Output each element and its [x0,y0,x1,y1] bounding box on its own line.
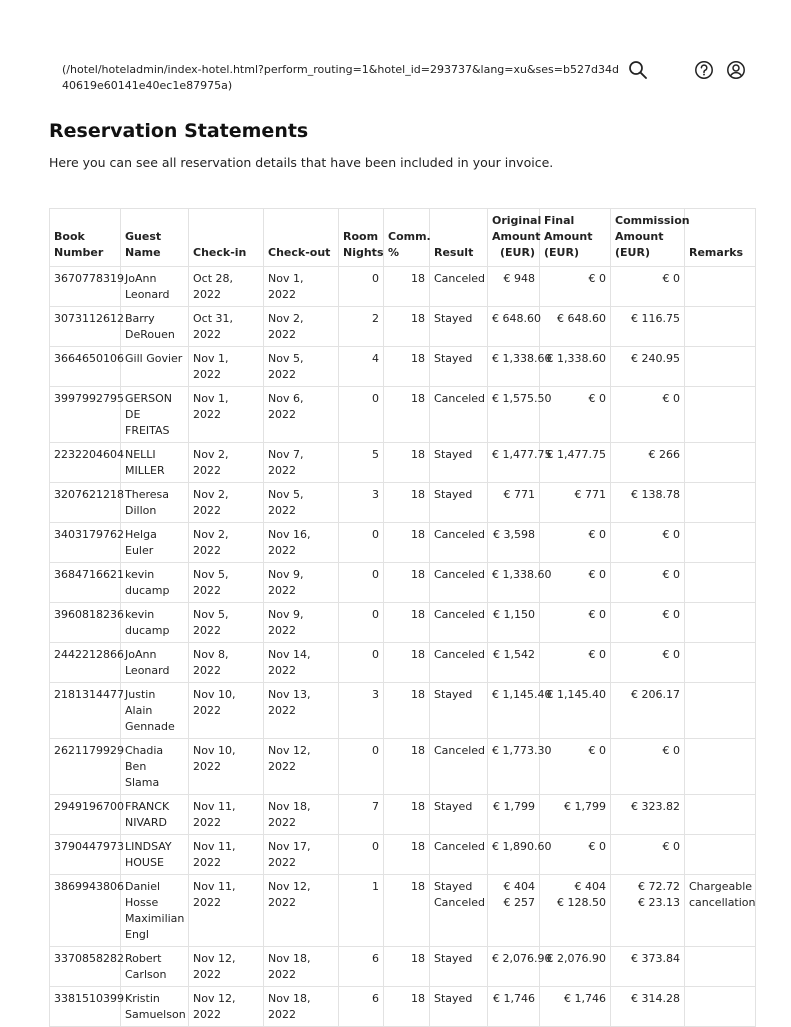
cell-comm: 18 [384,347,430,387]
cell-comm: 18 [384,835,430,875]
cell-check-out: Nov 5, 2022 [264,347,339,387]
cell-guest-name: Chadia Ben Slama [121,739,189,795]
cell-check-out: Nov 18, 2022 [264,987,339,1027]
table-row [50,563,756,603]
cell-result-line: Stayed [434,800,473,813]
cell-final-amount-line: € 0 [588,744,606,757]
cell-guest-name: Robert Carlson [121,947,189,987]
cell-result-line: Stayed [434,352,473,365]
cell-commission-amount-line: € 0 [662,840,680,853]
cell-final-amount-line: € 1,477.75 [546,448,606,461]
cell-final-amount-line: € 404 [574,880,606,893]
cell-final-amount-line: € 1,799 [564,800,606,813]
cell-final-amount [540,683,611,739]
cell-remarks [685,603,756,643]
cell-book-number: 2232204604 [50,443,121,483]
cell-final-amount [540,947,611,987]
cell-final-amount-line: € 2,076.90 [546,952,606,965]
cell-book-number: 3790447973 [50,835,121,875]
cell-final-amount-line: € 648.60 [557,312,606,325]
cell-guest-name: NELLI MILLER [121,443,189,483]
cell-check-out: Nov 5, 2022 [264,483,339,523]
cell-commission-amount-line: € 0 [662,744,680,757]
cell-final-amount-line: € 1,145.40 [546,688,606,701]
header-book-number: Book Number [50,209,121,267]
cell-original-amount-line: € 1,746 [493,992,535,1005]
cell-original-amount [488,307,540,347]
header-commission-amount: Commission Amount (EUR) [611,209,685,267]
cell-original-amount [488,947,552,987]
cell-result [430,987,488,1027]
cell-check-out: Nov 6, 2022 [264,387,339,443]
cell-original-amount [488,795,540,835]
cell-book-number: 3960818236 [50,603,121,643]
cell-comm: 18 [384,739,430,795]
cell-commission-amount [611,947,685,987]
cell-check-out: Nov 1, 2022 [264,267,339,307]
cell-check-in: Nov 11, 2022 [189,835,264,875]
cell-book-number: 3664650106 [50,347,121,387]
cell-book-number: 2621179929 [50,739,121,795]
cell-room-nights: 4 [339,347,384,387]
header-check-out: Check-out [264,209,339,267]
cell-original-amount [488,875,540,947]
cell-final-amount [540,875,611,947]
cell-result [430,795,488,835]
cell-final-amount-line: € 0 [588,392,606,405]
cell-remarks [685,739,756,795]
account-icon[interactable] [726,60,746,80]
table-row [50,739,756,795]
cell-room-nights: 6 [339,987,384,1027]
cell-result-line: Stayed [434,488,473,501]
cell-check-out: Nov 12, 2022 [264,739,339,795]
cell-room-nights: 6 [339,947,384,987]
cell-commission-amount [611,563,685,603]
cell-result-line: Stayed [434,312,473,325]
cell-commission-amount [611,835,685,875]
cell-check-in: Nov 12, 2022 [189,947,264,987]
cell-book-number: 3207621218 [50,483,121,523]
cell-check-in: Nov 1, 2022 [189,387,264,443]
cell-check-in: Nov 2, 2022 [189,523,264,563]
cell-original-amount-line: € 1,773.30 [492,744,552,757]
cell-remarks [685,267,756,307]
cell-comm: 18 [384,523,430,563]
table-row [50,795,756,835]
cell-original-amount [488,603,540,643]
cell-original-amount-line: € 3,598 [493,528,535,541]
cell-remarks [685,443,756,483]
table-row [50,523,756,563]
cell-check-out: Nov 18, 2022 [264,795,339,835]
cell-guest-name: Daniel Hosse Maximilian Engl [121,875,189,947]
cell-commission-amount-line: € 373.84 [631,952,680,965]
cell-comm: 18 [384,267,430,307]
cell-check-out: Nov 7, 2022 [264,443,339,483]
cell-original-amount [488,563,552,603]
cell-result-line: Canceled [434,392,486,405]
cell-commission-amount [611,987,685,1027]
cell-original-amount [488,643,540,683]
cell-result-line: Canceled [434,896,486,909]
cell-check-in: Nov 12, 2022 [189,987,264,1027]
page-title: Reservation Statements [49,120,309,142]
cell-guest-name: GERSON DE FREITAS [121,387,189,443]
cell-final-amount [540,603,611,643]
table-row [50,443,756,483]
cell-check-in: Nov 10, 2022 [189,683,264,739]
cell-original-amount-line: € 1,542 [493,648,535,661]
cell-room-nights: 0 [339,739,384,795]
cell-original-amount-line: € 404 [503,880,535,893]
cell-guest-name: Justin Alain Gennade [121,683,189,739]
cell-commission-amount-line: € 323.82 [631,800,680,813]
cell-final-amount-line: € 771 [574,488,606,501]
cell-check-out: Nov 2, 2022 [264,307,339,347]
cell-original-amount [488,835,552,875]
cell-remarks [685,643,756,683]
cell-result-line: Canceled [434,568,486,581]
cell-original-amount [488,347,552,387]
cell-commission-amount-line: € 0 [662,528,680,541]
header-check-in: Check-in [189,209,264,267]
cell-book-number: 3869943806 [50,875,121,947]
cell-final-amount [540,267,611,307]
table-row [50,483,756,523]
search-icon[interactable] [628,60,648,80]
table-row [50,307,756,347]
cell-final-amount-line: € 0 [588,528,606,541]
cell-guest-name: Gill Govier [121,347,189,387]
cell-check-in: Nov 2, 2022 [189,483,264,523]
cell-book-number: 2181314477 [50,683,121,739]
reservation-table-container [49,208,755,1027]
cell-commission-amount-line: € 0 [662,392,680,405]
cell-original-amount-line: € 1,338.60 [492,352,552,365]
header-comm: Comm. % [384,209,430,267]
cell-room-nights: 7 [339,795,384,835]
cell-commission-amount-line: € 206.17 [631,688,680,701]
cell-remarks [685,683,756,739]
cell-remarks [685,795,756,835]
cell-commission-amount [611,795,685,835]
cell-final-amount-line: € 0 [588,840,606,853]
cell-final-amount [540,795,611,835]
cell-room-nights: 0 [339,563,384,603]
cell-commission-amount-line: € 0 [662,568,680,581]
cell-original-amount [488,523,540,563]
cell-result-line: Canceled [434,648,486,661]
cell-result [430,483,488,523]
cell-final-amount-line: € 128.50 [557,896,606,909]
cell-original-amount [488,443,552,483]
cell-result-line: Stayed [434,688,473,701]
cell-original-amount-line: € 1,890.60 [492,840,552,853]
header-room-nights: Room Nights [339,209,384,267]
table-row [50,947,756,987]
cell-room-nights: 3 [339,483,384,523]
cell-commission-amount-line: € 23.13 [638,896,680,909]
table-row [50,643,756,683]
cell-comm: 18 [384,603,430,643]
cell-final-amount [540,443,611,483]
cell-commission-amount [611,643,685,683]
cell-result-line: Canceled [434,608,486,621]
cell-remarks [685,987,756,1027]
cell-final-amount [540,347,611,387]
cell-check-in: Nov 5, 2022 [189,603,264,643]
cell-commission-amount [611,683,685,739]
cell-check-in: Nov 11, 2022 [189,875,264,947]
cell-commission-amount [611,347,685,387]
cell-guest-name: Helga Euler [121,523,189,563]
table-row [50,987,756,1027]
cell-check-out: Nov 12, 2022 [264,875,339,947]
cell-commission-amount [611,443,685,483]
cell-guest-name: kevin ducamp [121,603,189,643]
cell-room-nights: 0 [339,387,384,443]
header-remarks: Remarks [685,209,756,267]
cell-room-nights: 5 [339,443,384,483]
cell-commission-amount-line: € 72.72 [638,880,680,893]
cell-remarks [685,387,756,443]
reservation-table [49,208,756,1027]
cell-book-number: 3997992795 [50,387,121,443]
cell-original-amount-line: € 2,076.90 [492,952,552,965]
cell-original-amount-line: € 257 [503,896,535,909]
cell-check-out: Nov 16, 2022 [264,523,339,563]
table-body [50,267,756,1027]
cell-book-number: 3073112612 [50,307,121,347]
cell-commission-amount-line: € 116.75 [631,312,680,325]
header-final-amount: Final Amount (EUR) [540,209,611,267]
cell-check-out: Nov 9, 2022 [264,603,339,643]
cell-guest-name: Theresa Dillon [121,483,189,523]
table-row [50,835,756,875]
cell-check-out: Nov 13, 2022 [264,683,339,739]
cell-final-amount-line: € 1,338.60 [546,352,606,365]
cell-check-in: Nov 10, 2022 [189,739,264,795]
cell-guest-name: kevin ducamp [121,563,189,603]
cell-book-number: 3670778319 [50,267,121,307]
cell-final-amount [540,307,611,347]
cell-book-number: 3370858282 [50,947,121,987]
cell-check-out: Nov 14, 2022 [264,643,339,683]
table-row [50,683,756,739]
cell-result-line: Canceled [434,528,486,541]
cell-final-amount-line: € 1,746 [564,992,606,1005]
cell-remarks [685,307,756,347]
page-intro: Here you can see all reservation details that have been included in your invoice. [49,155,554,170]
cell-check-in: Oct 28, 2022 [189,267,264,307]
cell-original-amount [488,483,540,523]
cell-comm: 18 [384,307,430,347]
cell-result [430,523,488,563]
cell-commission-amount [611,739,685,795]
cell-remarks [685,835,756,875]
cell-room-nights: 0 [339,603,384,643]
cell-original-amount [488,739,552,795]
cell-remarks [685,947,756,987]
cell-remarks [685,523,756,563]
cell-result [430,875,488,947]
cell-comm: 18 [384,795,430,835]
cell-result [430,643,488,683]
cell-comm: 18 [384,683,430,739]
table-row [50,267,756,307]
cell-result [430,563,488,603]
cell-comm: 18 [384,947,430,987]
cell-original-amount-line: € 1,145.40 [492,688,552,701]
cell-check-out: Nov 18, 2022 [264,947,339,987]
cell-result-line: Canceled [434,272,486,285]
cell-result-line: Stayed [434,448,473,461]
cell-room-nights: 0 [339,835,384,875]
cell-final-amount [540,987,611,1027]
cell-comm: 18 [384,387,430,443]
cell-original-amount-line: € 948 [503,272,535,285]
cell-original-amount-line: € 648.60 [492,312,541,325]
cell-guest-name: JoAnn Leonard [121,643,189,683]
cell-final-amount-line: € 0 [588,272,606,285]
cell-original-amount-line: € 1,338.60 [492,568,552,581]
cell-commission-amount-line: € 266 [648,448,680,461]
cell-room-nights: 0 [339,523,384,563]
cell-check-in: Nov 1, 2022 [189,347,264,387]
cell-book-number: 3684716621 [50,563,121,603]
cell-commission-amount [611,523,685,563]
cell-original-amount-line: € 1,575.50 [492,392,552,405]
cell-commission-amount-line: € 314.28 [631,992,680,1005]
cell-guest-name: FRANCK NIVARD [121,795,189,835]
page-url[interactable]: (/hotel/hoteladmin/index-hotel.html?perform_routing=1&hotel_id=293737&lang=xu&ses=b527d34d40619e60141e40ec1e87975a) [62,63,619,92]
cell-check-in: Nov 8, 2022 [189,643,264,683]
cell-check-out: Nov 17, 2022 [264,835,339,875]
cell-book-number: 3403179762 [50,523,121,563]
cell-result [430,347,488,387]
cell-original-amount [488,987,540,1027]
cell-room-nights: 0 [339,643,384,683]
cell-result [430,739,488,795]
cell-commission-amount [611,875,685,947]
cell-commission-amount-line: € 0 [662,648,680,661]
cell-final-amount [540,483,611,523]
header-original-amount: Original Amount (EUR) [488,209,540,267]
cell-commission-amount [611,483,685,523]
cell-original-amount-line: € 1,799 [493,800,535,813]
cell-result [430,683,488,739]
cell-guest-name: Barry DeRouen [121,307,189,347]
cell-guest-name: Kristin Samuelson [121,987,189,1027]
cell-result [430,443,488,483]
table-row [50,603,756,643]
cell-check-in: Nov 2, 2022 [189,443,264,483]
cell-result-line: Stayed [434,880,473,893]
cell-book-number: 3381510399 [50,987,121,1027]
cell-result [430,267,488,307]
cell-remarks [685,483,756,523]
cell-check-out: Nov 9, 2022 [264,563,339,603]
cell-commission-amount-line: € 0 [662,272,680,285]
cell-result-line: Stayed [434,952,473,965]
cell-check-in: Nov 5, 2022 [189,563,264,603]
header-guest-name: Guest Name [121,209,189,267]
top-bar [62,62,762,102]
table-row [50,347,756,387]
table-header-row [50,209,756,267]
cell-comm: 18 [384,643,430,683]
cell-commission-amount-line: € 138.78 [631,488,680,501]
cell-room-nights: 0 [339,267,384,307]
cell-comm: 18 [384,563,430,603]
cell-final-amount-line: € 0 [588,608,606,621]
cell-comm: 18 [384,443,430,483]
cell-result [430,387,488,443]
cell-book-number: 2949196700 [50,795,121,835]
cell-final-amount [540,523,611,563]
cell-result-line: Canceled [434,744,486,757]
cell-commission-amount [611,307,685,347]
cell-book-number: 2442212866 [50,643,121,683]
help-icon[interactable] [694,60,714,80]
cell-result-line: Canceled [434,840,486,853]
header-result: Result [430,209,488,267]
cell-result [430,307,488,347]
cell-original-amount-line: € 771 [503,488,535,501]
cell-comm: 18 [384,987,430,1027]
cell-commission-amount [611,387,685,443]
cell-final-amount-line: € 0 [588,648,606,661]
cell-remarks [685,347,756,387]
cell-result [430,947,488,987]
cell-guest-name: LINDSAY HOUSE [121,835,189,875]
cell-commission-amount-line: € 0 [662,608,680,621]
cell-remarks: Chargeable cancellation [685,875,756,947]
cell-room-nights: 3 [339,683,384,739]
cell-result [430,835,488,875]
cell-original-amount [488,387,552,443]
cell-original-amount-line: € 1,150 [493,608,535,621]
table-row [50,875,756,947]
cell-original-amount [488,683,552,739]
cell-commission-amount [611,267,685,307]
cell-original-amount [488,267,540,307]
cell-original-amount-line: € 1,477.75 [492,448,552,461]
cell-commission-amount [611,603,685,643]
table-row [50,387,756,443]
cell-commission-amount-line: € 240.95 [631,352,680,365]
cell-check-in: Oct 31, 2022 [189,307,264,347]
cell-remarks [685,563,756,603]
cell-final-amount-line: € 0 [588,568,606,581]
cell-result [430,603,488,643]
cell-room-nights: 2 [339,307,384,347]
cell-check-in: Nov 11, 2022 [189,795,264,835]
cell-comm: 18 [384,483,430,523]
cell-final-amount [540,643,611,683]
cell-result-line: Stayed [434,992,473,1005]
cell-room-nights: 1 [339,875,384,947]
cell-guest-name: JoAnn Leonard [121,267,189,307]
cell-comm: 18 [384,875,430,947]
